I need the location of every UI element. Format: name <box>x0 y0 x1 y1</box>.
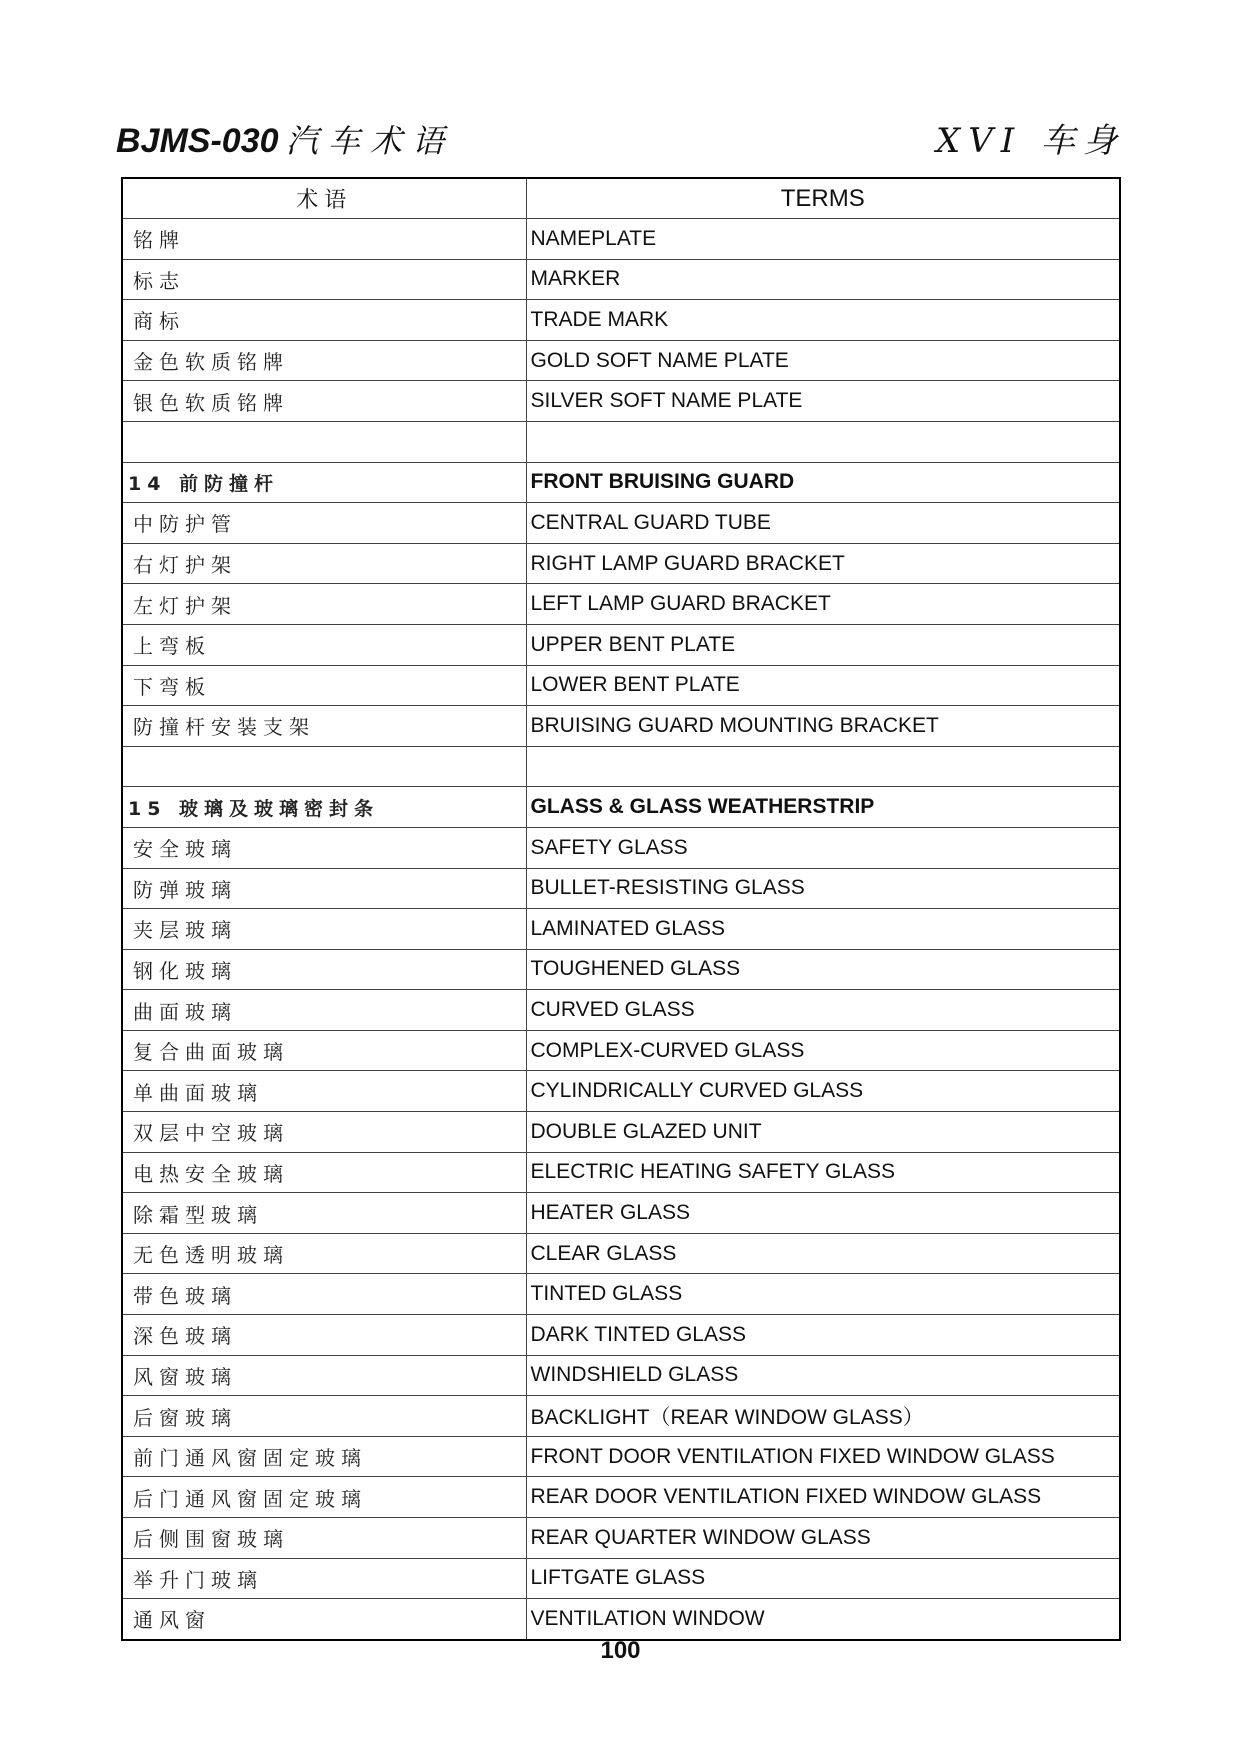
term-chinese <box>122 746 526 787</box>
page-header <box>116 116 1125 166</box>
term-english: DARK TINTED GLASS <box>526 1315 1120 1356</box>
term-chinese: 复合曲面玻璃 <box>122 1030 526 1071</box>
term-english: ELECTRIC HEATING SAFETY GLASS <box>526 1152 1120 1193</box>
term-english: REAR QUARTER WINDOW GLASS <box>526 1518 1120 1559</box>
terms-table <box>121 177 1121 1641</box>
term-chinese: 下弯板 <box>122 665 526 706</box>
term-english <box>526 421 1120 462</box>
table-row <box>122 706 1120 747</box>
table-row <box>122 1599 1120 1640</box>
term-english <box>526 746 1120 787</box>
header-row <box>122 178 1120 219</box>
table-row <box>122 1477 1120 1518</box>
term-chinese: 15 玻璃及玻璃密封条 <box>122 787 526 828</box>
term-english: DOUBLE GLAZED UNIT <box>526 1112 1120 1153</box>
term-english: GOLD SOFT NAME PLATE <box>526 340 1120 381</box>
table-row <box>122 868 1120 909</box>
table-row <box>122 340 1120 381</box>
term-english: FRONT BRUISING GUARD <box>526 462 1120 503</box>
term-chinese: 后门通风窗固定玻璃 <box>122 1477 526 1518</box>
term-chinese: 左灯护架 <box>122 584 526 625</box>
term-english: COMPLEX-CURVED GLASS <box>526 1030 1120 1071</box>
table-row <box>122 1030 1120 1071</box>
table-row <box>122 1233 1120 1274</box>
table-row <box>122 1558 1120 1599</box>
table-row <box>122 1518 1120 1559</box>
term-chinese: 钢化玻璃 <box>122 949 526 990</box>
table-row <box>122 381 1120 422</box>
term-chinese: 举升门玻璃 <box>122 1558 526 1599</box>
table-row <box>122 1274 1120 1315</box>
term-chinese: 铭牌 <box>122 219 526 260</box>
term-english: TINTED GLASS <box>526 1274 1120 1315</box>
term-chinese: 金色软质铭牌 <box>122 340 526 381</box>
term-chinese: 除霜型玻璃 <box>122 1193 526 1234</box>
term-english: UPPER BENT PLATE <box>526 624 1120 665</box>
table-header <box>122 178 1120 219</box>
table-row <box>122 543 1120 584</box>
term-chinese: 曲面玻璃 <box>122 990 526 1031</box>
term-english: NAMEPLATE <box>526 219 1120 260</box>
term-chinese: 后侧围窗玻璃 <box>122 1518 526 1559</box>
term-english: LAMINATED GLASS <box>526 909 1120 950</box>
term-chinese: 后窗玻璃 <box>122 1396 526 1437</box>
page-number: 100 <box>600 1637 641 1664</box>
term-chinese: 防弹玻璃 <box>122 868 526 909</box>
term-english: BACKLIGHT（REAR WINDOW GLASS） <box>526 1396 1120 1437</box>
term-english: LEFT LAMP GUARD BRACKET <box>526 584 1120 625</box>
term-english: SAFETY GLASS <box>526 827 1120 868</box>
term-chinese: 14 前防撞杆 <box>122 462 526 503</box>
term-english: SILVER SOFT NAME PLATE <box>526 381 1120 422</box>
table-row <box>122 1071 1120 1112</box>
table-row <box>122 1112 1120 1153</box>
term-english: TRADE MARK <box>526 300 1120 341</box>
term-english: RIGHT LAMP GUARD BRACKET <box>526 543 1120 584</box>
term-english: MARKER <box>526 259 1120 300</box>
table-row <box>122 990 1120 1031</box>
term-english: WINDSHIELD GLASS <box>526 1355 1120 1396</box>
table-row <box>122 219 1120 260</box>
term-english: FRONT DOOR VENTILATION FIXED WINDOW GLASS <box>526 1436 1120 1477</box>
blank-row <box>122 746 1120 787</box>
table-row <box>122 1315 1120 1356</box>
term-chinese: 中防护管 <box>122 503 526 544</box>
term-chinese: 商标 <box>122 300 526 341</box>
term-english: HEATER GLASS <box>526 1193 1120 1234</box>
table-row <box>122 503 1120 544</box>
section-heading-row <box>122 462 1120 503</box>
term-chinese: 深色玻璃 <box>122 1315 526 1356</box>
term-english: REAR DOOR VENTILATION FIXED WINDOW GLASS <box>526 1477 1120 1518</box>
table-row <box>122 1436 1120 1477</box>
term-english: CLEAR GLASS <box>526 1233 1120 1274</box>
table-row <box>122 1152 1120 1193</box>
document-title: 汽车术语 <box>286 122 455 160</box>
section-label: XVI 车身 <box>936 121 1125 161</box>
table-row <box>122 1396 1120 1437</box>
table-row <box>122 1355 1120 1396</box>
term-chinese <box>122 421 526 462</box>
term-chinese: 通风窗 <box>122 1599 526 1640</box>
term-chinese: 上弯板 <box>122 624 526 665</box>
term-english: BULLET-RESISTING GLASS <box>526 868 1120 909</box>
table-row <box>122 259 1120 300</box>
table-row <box>122 827 1120 868</box>
term-english: LIFTGATE GLASS <box>526 1558 1120 1599</box>
document-code: BJMS-030 <box>116 122 279 160</box>
term-chinese: 安全玻璃 <box>122 827 526 868</box>
term-chinese: 无色透明玻璃 <box>122 1233 526 1274</box>
table-row <box>122 1193 1120 1234</box>
term-english: LOWER BENT PLATE <box>526 665 1120 706</box>
table-row <box>122 300 1120 341</box>
column-header-chinese: 术语 <box>122 178 526 219</box>
term-english: BRUISING GUARD MOUNTING BRACKET <box>526 706 1120 747</box>
term-chinese: 夹层玻璃 <box>122 909 526 950</box>
term-english: TOUGHENED GLASS <box>526 949 1120 990</box>
table-row <box>122 909 1120 950</box>
term-chinese: 双层中空玻璃 <box>122 1112 526 1153</box>
section-heading-row <box>122 787 1120 828</box>
term-chinese: 风窗玻璃 <box>122 1355 526 1396</box>
table-row <box>122 584 1120 625</box>
column-header-english: TERMS <box>526 178 1120 219</box>
table-row <box>122 949 1120 990</box>
term-english: VENTILATION WINDOW <box>526 1599 1120 1640</box>
term-chinese: 防撞杆安装支架 <box>122 706 526 747</box>
term-english: CENTRAL GUARD TUBE <box>526 503 1120 544</box>
term-english: CYLINDRICALLY CURVED GLASS <box>526 1071 1120 1112</box>
term-chinese: 标志 <box>122 259 526 300</box>
term-chinese: 右灯护架 <box>122 543 526 584</box>
table-body <box>122 219 1120 1640</box>
term-english: CURVED GLASS <box>526 990 1120 1031</box>
term-english: GLASS & GLASS WEATHERSTRIP <box>526 787 1120 828</box>
term-chinese: 前门通风窗固定玻璃 <box>122 1436 526 1477</box>
blank-row <box>122 421 1120 462</box>
table-row <box>122 665 1120 706</box>
term-chinese: 电热安全玻璃 <box>122 1152 526 1193</box>
term-chinese: 单曲面玻璃 <box>122 1071 526 1112</box>
term-chinese: 银色软质铭牌 <box>122 381 526 422</box>
table-row <box>122 624 1120 665</box>
term-chinese: 带色玻璃 <box>122 1274 526 1315</box>
